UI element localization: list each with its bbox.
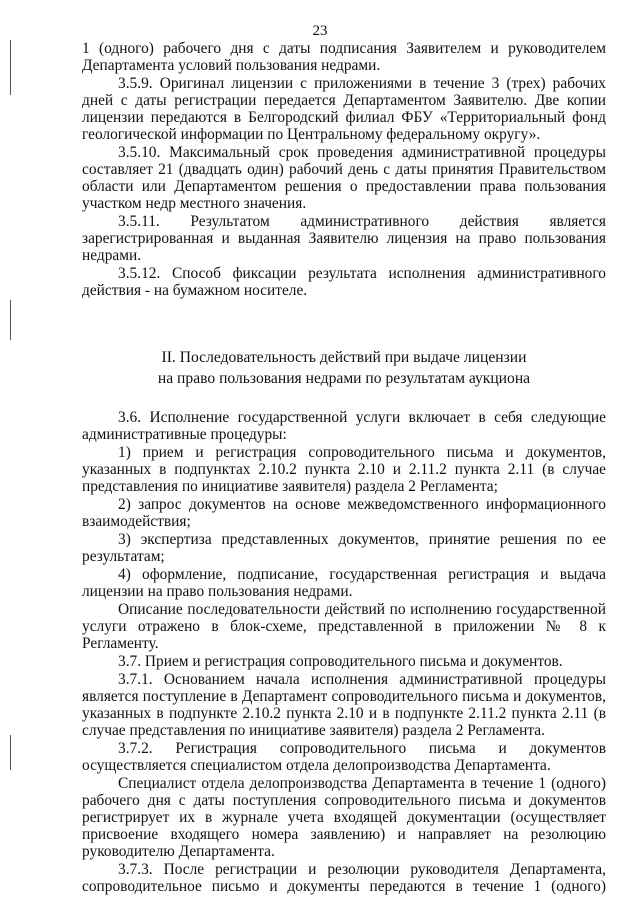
paragraph-3-5-11: 3.5.11. Результатом административного действия является зарегистрированная и выданная Заявителю лицензия на право пользования недрами. [82, 213, 606, 264]
section-heading-line-1: II. Последовательность действий при выдаче лицензии [161, 349, 527, 366]
paragraph-3-7-2: 3.7.2. Регистрация сопроводительного письма и документов осуществляется специалистом отдела делопроизводства Департамента. [82, 740, 606, 774]
list-item: 4) оформление, подписание, государственная регистрация и выдача лицензии на право пользования недрами. [82, 566, 606, 600]
paragraph-3-7-3: 3.7.3. После регистрации и резолюции руководителя Департамента, сопроводительное письмо и документы передаются в течение 1 (одного) [82, 861, 606, 895]
list-item: 3) экспертиза представленных документов, принятие решения по ее результатам; [82, 531, 606, 565]
paragraph-3-7-1: 3.7.1. Основанием начала исполнения административной процедуры является поступление в Департамент сопроводительного письма и документов, указанных в подпункте 2.10.2 пункта 2.10 и в подпункте 2.11.2 пункта 2.11 (в случае представления по инициативе заявителя) раздела 2 Регламента. [82, 671, 606, 739]
scan-artifact-line-mid [10, 300, 11, 340]
section-heading-line-2: на право пользования недрами по результатам аукциона [157, 370, 531, 387]
page-number: 23 [312, 23, 328, 39]
document-body [82, 40, 606, 896]
scan-artifact-line-top [10, 40, 11, 95]
paragraph-continuation: 1 (одного) рабочего дня с даты подписания Заявителем и руководителем Департамента условий пользования недрами. [82, 40, 606, 74]
paragraph-3-7: 3.7. Прием и регистрация сопроводительного письма и документов. [118, 653, 563, 670]
paragraph-3-5-12: 3.5.12. Способ фиксации результата исполнения административного действия - на бумажном носителе. [82, 265, 606, 299]
list-item: 2) запрос документов на основе межведомственного информационного взаимодействия; [82, 496, 606, 530]
paragraph-specialist: Специалист отдела делопроизводства Департамента в течение 1 (одного) рабочего дня с даты поступления сопроводительного письма и документов регистрирует их в журнале учета входящей документации (осуществляет присвоение входящего номера заявлению) и направляет на резолюцию руководителю Департамента. [82, 775, 606, 860]
paragraph-description: Описание последовательности действий по исполнению государственной услуги отражено в блок-схеме, представленной в приложении № 8 к Регламенту. [82, 601, 606, 652]
paragraph-3-5-10: 3.5.10. Максимальный срок проведения административной процедуры составляет 21 (двадцать один) рабочий день с даты принятия Правительством области или Департаментом решения о предоставлении права пользования участком недр местного значения. [82, 144, 606, 212]
paragraph-3-6: 3.6. Исполнение государственной услуги включает в себя следующие административные процедуры: [82, 409, 606, 443]
list-item: 1) прием и регистрация сопроводительного письма и документов, указанных в подпунктах 2.10.2 пункта 2.10 и 2.11.2 пункта 2.11 (в случае представления по инициативе заявителя) раздела 2 Регламента; [82, 444, 606, 495]
scan-artifact-line-bottom [10, 735, 11, 770]
paragraph-3-5-9: 3.5.9. Оригинал лицензии с приложениями в течение 3 (трех) рабочих дней с даты регистрации передается Департаментом Заявителю. Две копии лицензии передаются в Белгородский филиал ФБУ «Территориальный фонд геологической информации по Центральному федеральному округу». [82, 75, 606, 143]
